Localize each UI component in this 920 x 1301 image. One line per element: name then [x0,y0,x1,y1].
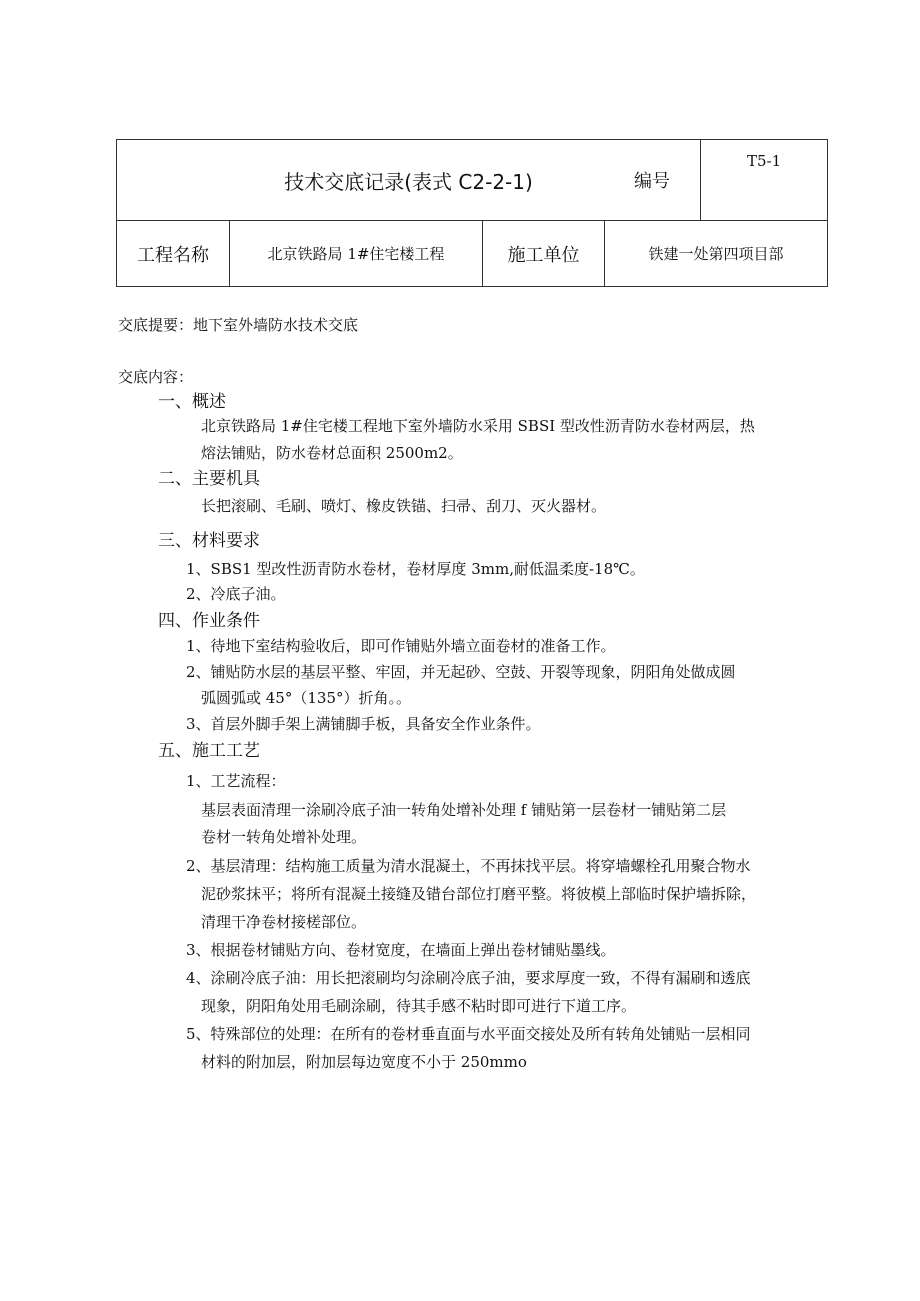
section-line: 北京铁路局 1#住宅楼工程地下室外墙防水采用 SBSI 型改性沥青防水卷材两层，热 [201,417,755,435]
section-heading-overview: 一、概述 [158,392,226,412]
section-line: 弧圆弧或 45°（135°）折角。。 [201,689,411,707]
section-line: 长把滚刷、毛刷、喷灯、橡皮铁锚、扫帚、刮刀、灭火器材。 [201,497,607,515]
content-label: 交底内容： [118,368,194,386]
section-line: 材料的附加层，附加层每边宽度不小于 250mmo [201,1053,527,1071]
section-line: 2、基层清理：结构施工质量为清水混凝土，不再抹找平层。将穿墙螺栓孔用聚合物水 [186,857,751,875]
form-title: 技术交底记录(表式 C2-2-1) [117,140,701,221]
form-number-label: 编号 [634,171,670,192]
project-name-value: 北京铁路局 1#住宅楼工程 [230,221,483,287]
section-line: 4、涂刷冷底子油：用长把滚刷均匀涂刷冷底子油，要求厚度一致，不得有漏刷和透底 [186,969,751,987]
section-line: 3、根据卷材铺贴方向、卷材宽度，在墙面上弹出卷材铺贴墨线。 [186,941,616,959]
construction-unit-value: 铁建一处第四项目部 [605,221,828,287]
project-name-label: 工程名称 [117,221,230,287]
section-heading-materials: 三、材料要求 [158,531,260,551]
construction-unit-label: 施工单位 [483,221,605,287]
section-heading-conditions: 四、作业条件 [158,611,260,631]
section-line: 2、铺贴防水层的基层平整、牢固，并无起砂、空鼓、开裂等现象，阴阳角处做成圆 [186,663,736,681]
section-line: 5、特殊部位的处理：在所有的卷材垂直面与水平面交接处及所有转角处铺贴一层相同 [186,1025,751,1043]
section-line: 现象，阴阳角处用毛刷涂刷，待其手感不粘时即可进行下道工序。 [201,997,637,1015]
section-line: 基层表面清理一涂刷冷底子油一转角处增补处理 f 铺贴第一层卷材一铺贴第二层 [201,801,727,819]
section-heading-tools: 二、主要机具 [158,469,260,489]
form-number-cell [701,140,828,221]
header-table [116,139,828,287]
section-heading-process: 五、施工工艺 [158,741,260,761]
section-line: 清理干净卷材接槎部位。 [201,913,367,931]
section-line: 熔法铺贴，防水卷材总面积 2500m2。 [201,444,463,462]
section-line: 卷材一转角处增补处理。 [201,828,367,846]
section-line: 1、待地下室结构验收后，即可作铺贴外墙立面卷材的准备工作。 [186,637,616,655]
section-line: 2、冷底子油。 [186,585,286,603]
section-line: 3、首层外脚手架上满铺脚手板，具备安全作业条件。 [186,715,541,733]
section-line: 泥砂浆抹平；将所有混凝土接缝及错台部位打磨平整。将彼模上部临时保护墙拆除， [201,885,757,903]
section-line: 1、工艺流程： [186,772,286,790]
summary-text: 交底提要：地下室外墙防水技术交底 [118,316,359,334]
section-line: 1、SBS1 型改性沥青防水卷材，卷材厚度 3mm,耐低温柔度-18℃。 [186,560,645,578]
form-number-value: T5-1 [746,152,782,170]
